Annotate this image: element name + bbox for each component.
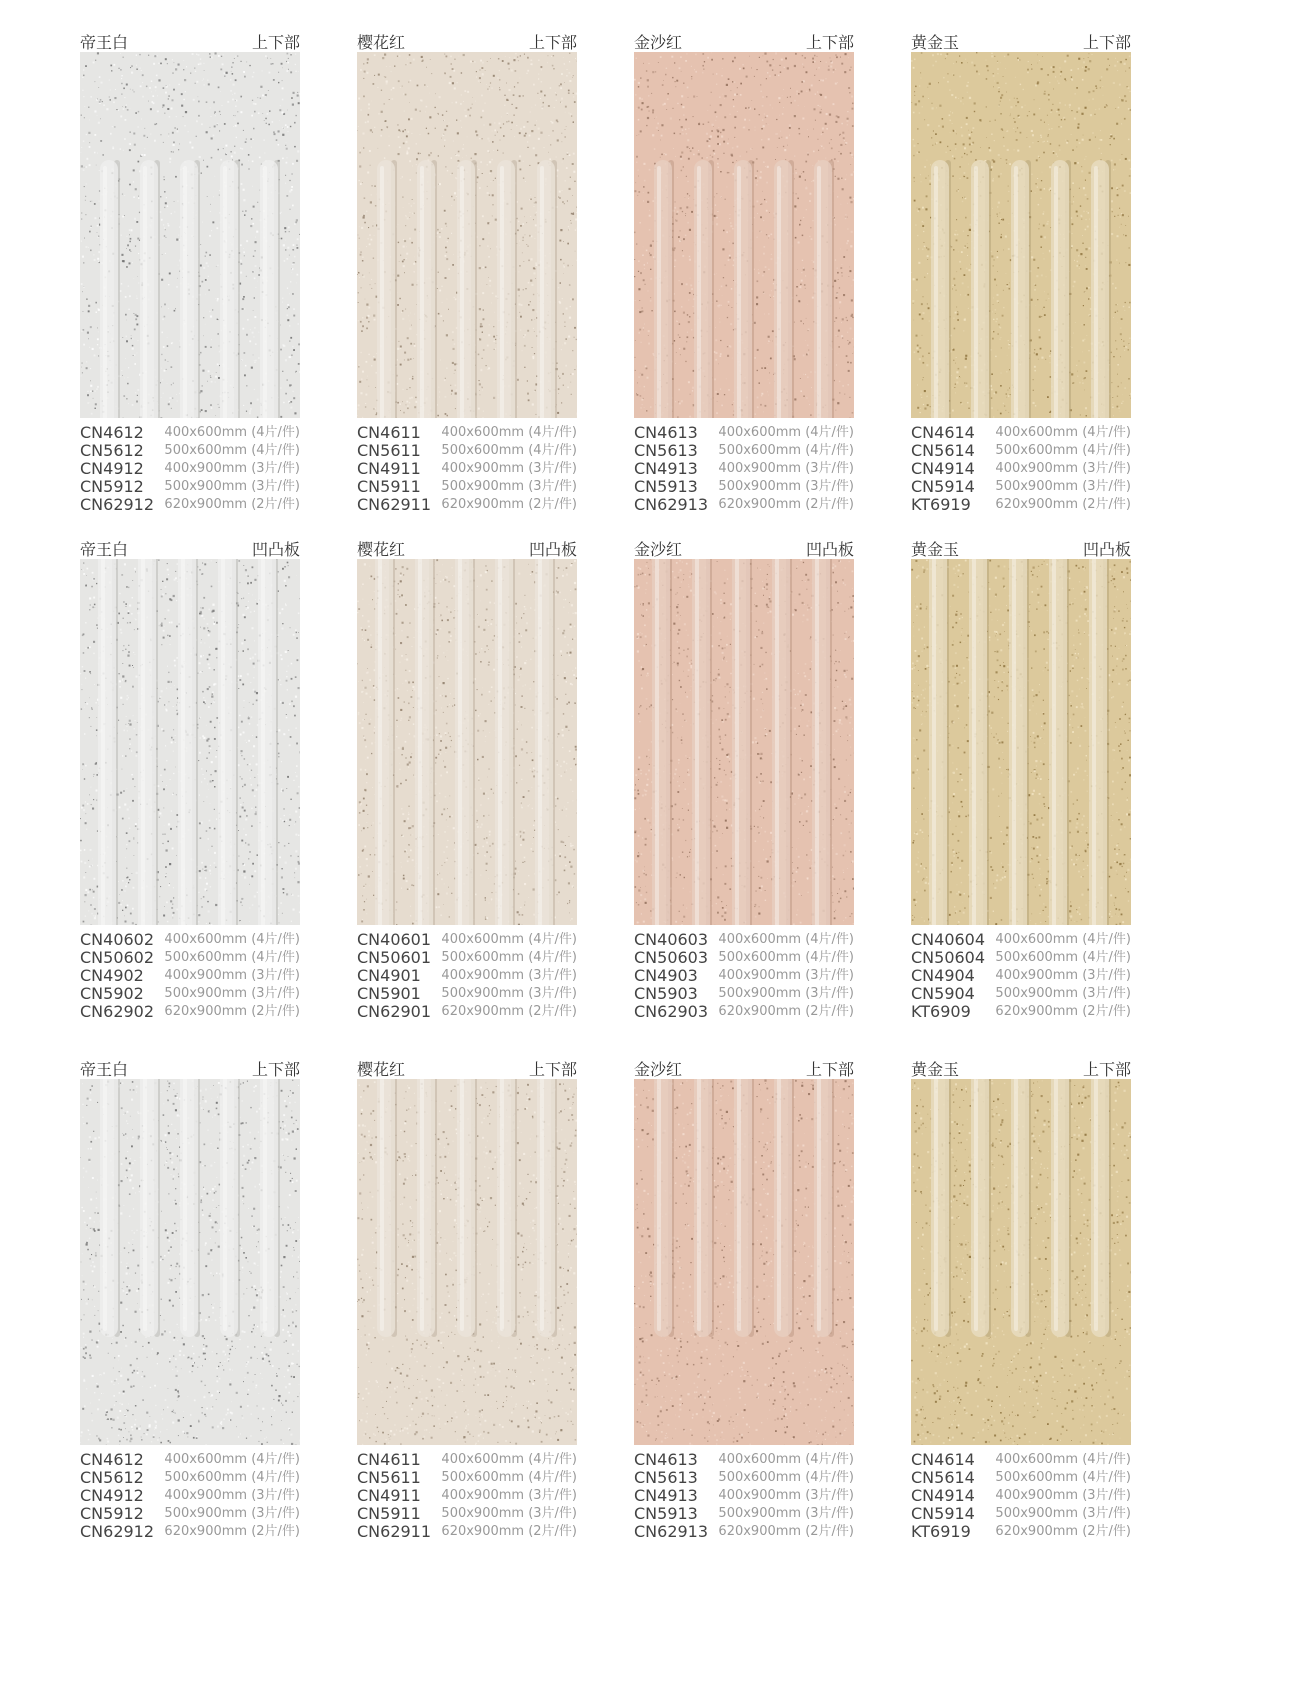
spec-row xyxy=(80,424,300,442)
product-code: CN5614 xyxy=(911,441,975,460)
product-code: CN4911 xyxy=(357,1486,421,1505)
panel-type: 凹凸板 xyxy=(805,540,854,559)
product-size: 500x900mm (3片/件) xyxy=(441,986,577,1001)
product-code: CN5912 xyxy=(80,1504,144,1523)
product-size: 500x600mm (4片/件) xyxy=(995,443,1131,458)
spec-row xyxy=(357,442,577,460)
color-name: 樱花红 xyxy=(357,33,406,52)
spec-list xyxy=(80,424,300,514)
product-code: CN4611 xyxy=(357,423,421,442)
product-card-5 xyxy=(80,537,300,1021)
product-size: 400x900mm (3片/件) xyxy=(718,1488,854,1503)
product-size: 400x900mm (3片/件) xyxy=(718,968,854,983)
product-size: 500x600mm (4片/件) xyxy=(718,443,854,458)
product-code: CN5902 xyxy=(80,984,144,1003)
product-code: CN5611 xyxy=(357,441,421,460)
panel-type: 上下部 xyxy=(1082,33,1131,52)
product-size: 400x900mm (3片/件) xyxy=(718,461,854,476)
product-size: 400x600mm (4片/件) xyxy=(441,425,577,440)
product-code: CN40601 xyxy=(357,930,432,949)
card-header xyxy=(80,537,300,557)
panel-type: 上下部 xyxy=(528,1060,577,1079)
stone-texture xyxy=(911,1079,1131,1445)
stone-texture xyxy=(80,559,300,925)
spec-row xyxy=(634,967,854,985)
stone-texture xyxy=(634,559,854,925)
spec-row xyxy=(911,1523,1131,1541)
product-code: CN5904 xyxy=(911,984,975,1003)
tile-image xyxy=(911,1079,1131,1445)
spec-row xyxy=(357,496,577,514)
product-code: CN62911 xyxy=(357,1522,432,1541)
product-code: CN62912 xyxy=(80,495,155,514)
spec-row xyxy=(634,1487,854,1505)
spec-row xyxy=(357,424,577,442)
product-size: 500x900mm (3片/件) xyxy=(995,479,1131,494)
product-code: CN4614 xyxy=(911,1450,975,1469)
product-code: CN62913 xyxy=(634,1522,709,1541)
spec-row xyxy=(80,478,300,496)
product-size: 500x900mm (3片/件) xyxy=(441,479,577,494)
spec-list xyxy=(634,931,854,1021)
product-size: 500x900mm (3片/件) xyxy=(718,986,854,1001)
color-name: 黄金玉 xyxy=(911,1060,960,1079)
product-code: CN5912 xyxy=(80,477,144,496)
product-code: CN50601 xyxy=(357,948,432,967)
product-card-9 xyxy=(80,1057,300,1541)
product-size: 400x900mm (3片/件) xyxy=(164,461,300,476)
product-size: 500x600mm (4片/件) xyxy=(718,950,854,965)
product-size: 400x900mm (3片/件) xyxy=(441,461,577,476)
product-card-2 xyxy=(357,30,577,514)
spec-list xyxy=(80,1451,300,1541)
color-name: 黄金玉 xyxy=(911,33,960,52)
spec-list xyxy=(911,424,1131,514)
stone-texture xyxy=(634,52,854,418)
spec-row xyxy=(357,1487,577,1505)
spec-row xyxy=(80,1451,300,1469)
product-size: 400x600mm (4片/件) xyxy=(441,1452,577,1467)
product-code: CN5614 xyxy=(911,1468,975,1487)
product-size: 400x600mm (4片/件) xyxy=(164,1452,300,1467)
product-size: 620x900mm (2片/件) xyxy=(995,497,1131,512)
spec-row xyxy=(911,460,1131,478)
product-size: 500x600mm (4片/件) xyxy=(441,1470,577,1485)
product-code: CN40603 xyxy=(634,930,709,949)
product-code: CN4912 xyxy=(80,459,144,478)
spec-row xyxy=(80,460,300,478)
spec-row xyxy=(911,496,1131,514)
stone-texture xyxy=(357,1079,577,1445)
product-size: 400x600mm (4片/件) xyxy=(995,932,1131,947)
stone-texture xyxy=(80,52,300,418)
spec-row xyxy=(357,967,577,985)
spec-row xyxy=(357,1003,577,1021)
spec-row xyxy=(80,1487,300,1505)
product-code: CN50602 xyxy=(80,948,155,967)
product-size: 400x900mm (3片/件) xyxy=(164,1488,300,1503)
product-code: CN5913 xyxy=(634,477,698,496)
product-code: CN4903 xyxy=(634,966,698,985)
product-code: KT6919 xyxy=(911,1522,971,1541)
product-card-1 xyxy=(80,30,300,514)
product-code: CN4912 xyxy=(80,1486,144,1505)
product-code: CN5911 xyxy=(357,1504,421,1523)
product-size: 400x900mm (3片/件) xyxy=(995,968,1131,983)
color-name: 金沙红 xyxy=(634,1060,683,1079)
product-code: CN62913 xyxy=(634,495,709,514)
product-size: 500x600mm (4片/件) xyxy=(718,1470,854,1485)
spec-row xyxy=(634,985,854,1003)
panel-type: 上下部 xyxy=(805,33,854,52)
spec-row xyxy=(634,931,854,949)
product-size: 620x900mm (2片/件) xyxy=(718,497,854,512)
product-size: 400x600mm (4片/件) xyxy=(995,1452,1131,1467)
product-code: CN5612 xyxy=(80,1468,144,1487)
product-code: CN5901 xyxy=(357,984,421,1003)
product-code: CN40602 xyxy=(80,930,155,949)
product-size: 400x600mm (4片/件) xyxy=(164,425,300,440)
spec-row xyxy=(911,424,1131,442)
product-size: 620x900mm (2片/件) xyxy=(441,1004,577,1019)
spec-row xyxy=(911,1003,1131,1021)
panel-type: 凹凸板 xyxy=(528,540,577,559)
tile-image xyxy=(80,1079,300,1445)
tile-image xyxy=(911,559,1131,925)
product-code: CN4914 xyxy=(911,459,975,478)
product-code: CN5914 xyxy=(911,1504,975,1523)
panel-type: 上下部 xyxy=(251,33,300,52)
spec-list xyxy=(911,1451,1131,1541)
product-code: KT6909 xyxy=(911,1002,971,1021)
stone-texture xyxy=(911,52,1131,418)
spec-list xyxy=(80,931,300,1021)
spec-row xyxy=(357,1469,577,1487)
spec-row xyxy=(80,1505,300,1523)
spec-list xyxy=(357,424,577,514)
product-size: 400x600mm (4片/件) xyxy=(718,932,854,947)
product-size: 400x900mm (3片/件) xyxy=(441,1488,577,1503)
product-size: 620x900mm (2片/件) xyxy=(441,1524,577,1539)
spec-row xyxy=(911,1451,1131,1469)
product-size: 500x900mm (3片/件) xyxy=(995,986,1131,1001)
product-size: 500x600mm (4片/件) xyxy=(441,950,577,965)
spec-row xyxy=(911,949,1131,967)
product-code: CN5914 xyxy=(911,477,975,496)
product-size: 500x900mm (3片/件) xyxy=(164,479,300,494)
tile-image xyxy=(634,559,854,925)
color-name: 帝王白 xyxy=(80,1060,129,1079)
product-code: CN4901 xyxy=(357,966,421,985)
stone-texture xyxy=(634,1079,854,1445)
product-card-4 xyxy=(911,30,1131,514)
product-card-12 xyxy=(911,1057,1131,1541)
spec-row xyxy=(80,442,300,460)
card-header xyxy=(634,30,854,50)
product-card-6 xyxy=(357,537,577,1021)
product-size: 500x900mm (3片/件) xyxy=(164,1506,300,1521)
product-size: 400x900mm (3片/件) xyxy=(441,968,577,983)
tile-image xyxy=(634,52,854,418)
spec-row xyxy=(80,1003,300,1021)
color-name: 黄金玉 xyxy=(911,540,960,559)
product-card-8 xyxy=(911,537,1131,1021)
product-code: CN5611 xyxy=(357,1468,421,1487)
color-name: 金沙红 xyxy=(634,33,683,52)
panel-type: 上下部 xyxy=(805,1060,854,1079)
card-header xyxy=(357,537,577,557)
card-header xyxy=(357,1057,577,1077)
product-size: 620x900mm (2片/件) xyxy=(441,497,577,512)
product-code: CN4613 xyxy=(634,1450,698,1469)
tile-image xyxy=(80,52,300,418)
product-size: 620x900mm (2片/件) xyxy=(995,1004,1131,1019)
product-size: 500x600mm (4片/件) xyxy=(164,950,300,965)
panel-type: 凹凸板 xyxy=(251,540,300,559)
color-name: 帝王白 xyxy=(80,540,129,559)
panel-type: 上下部 xyxy=(1082,1060,1131,1079)
product-size: 500x900mm (3片/件) xyxy=(718,479,854,494)
product-size: 400x600mm (4片/件) xyxy=(995,425,1131,440)
product-size: 500x600mm (4片/件) xyxy=(995,1470,1131,1485)
tile-image xyxy=(357,52,577,418)
spec-row xyxy=(80,496,300,514)
card-header xyxy=(357,30,577,50)
color-name: 樱花红 xyxy=(357,1060,406,1079)
product-code: CN5612 xyxy=(80,441,144,460)
product-size: 500x900mm (3片/件) xyxy=(995,1506,1131,1521)
spec-row xyxy=(911,931,1131,949)
spec-list xyxy=(911,931,1131,1021)
product-code: CN4914 xyxy=(911,1486,975,1505)
spec-row xyxy=(634,460,854,478)
stone-texture xyxy=(357,559,577,925)
spec-row xyxy=(357,1505,577,1523)
panel-type: 上下部 xyxy=(251,1060,300,1079)
product-size: 620x900mm (2片/件) xyxy=(995,1524,1131,1539)
tile-image xyxy=(80,559,300,925)
spec-row xyxy=(357,1523,577,1541)
product-size: 400x600mm (4片/件) xyxy=(441,932,577,947)
product-code: KT6919 xyxy=(911,495,971,514)
product-code: CN40604 xyxy=(911,930,986,949)
product-code: CN62912 xyxy=(80,1522,155,1541)
product-card-11 xyxy=(634,1057,854,1541)
card-header xyxy=(911,30,1131,50)
card-header xyxy=(80,30,300,50)
spec-row xyxy=(634,478,854,496)
product-code: CN5911 xyxy=(357,477,421,496)
spec-row xyxy=(911,1505,1131,1523)
card-header xyxy=(911,1057,1131,1077)
spec-row xyxy=(911,478,1131,496)
spec-list xyxy=(357,1451,577,1541)
spec-row xyxy=(80,1523,300,1541)
spec-row xyxy=(357,1451,577,1469)
spec-row xyxy=(634,1469,854,1487)
product-card-10 xyxy=(357,1057,577,1541)
spec-row xyxy=(80,967,300,985)
stone-texture xyxy=(357,52,577,418)
product-size: 620x900mm (2片/件) xyxy=(164,1004,300,1019)
spec-row xyxy=(911,985,1131,1003)
product-size: 620x900mm (2片/件) xyxy=(718,1004,854,1019)
tile-image xyxy=(634,1079,854,1445)
spec-row xyxy=(911,1469,1131,1487)
card-header xyxy=(911,537,1131,557)
product-size: 400x900mm (3片/件) xyxy=(164,968,300,983)
product-code: CN4913 xyxy=(634,459,698,478)
product-code: CN4913 xyxy=(634,1486,698,1505)
spec-row xyxy=(357,949,577,967)
spec-row xyxy=(634,1451,854,1469)
product-code: CN5613 xyxy=(634,441,698,460)
spec-row xyxy=(357,985,577,1003)
spec-list xyxy=(634,424,854,514)
tile-image xyxy=(357,559,577,925)
product-code: CN4614 xyxy=(911,423,975,442)
product-code: CN4613 xyxy=(634,423,698,442)
product-code: CN4611 xyxy=(357,1450,421,1469)
spec-row xyxy=(357,460,577,478)
stone-texture xyxy=(80,1079,300,1445)
tile-image xyxy=(357,1079,577,1445)
product-size: 620x900mm (2片/件) xyxy=(164,497,300,512)
spec-row xyxy=(634,1003,854,1021)
product-code: CN5913 xyxy=(634,1504,698,1523)
product-code: CN4612 xyxy=(80,423,144,442)
product-size: 500x600mm (4片/件) xyxy=(995,950,1131,965)
spec-row xyxy=(634,1505,854,1523)
card-header xyxy=(634,1057,854,1077)
spec-row xyxy=(634,424,854,442)
spec-row xyxy=(357,478,577,496)
product-code: CN62901 xyxy=(357,1002,432,1021)
tile-image xyxy=(911,52,1131,418)
product-size: 500x900mm (3片/件) xyxy=(164,986,300,1001)
spec-row xyxy=(634,442,854,460)
spec-row xyxy=(80,985,300,1003)
product-size: 500x600mm (4片/件) xyxy=(164,1470,300,1485)
product-code: CN50604 xyxy=(911,948,986,967)
product-size: 500x900mm (3片/件) xyxy=(718,1506,854,1521)
color-name: 金沙红 xyxy=(634,540,683,559)
panel-type: 凹凸板 xyxy=(1082,540,1131,559)
spec-row xyxy=(911,1487,1131,1505)
spec-list xyxy=(357,931,577,1021)
color-name: 樱花红 xyxy=(357,540,406,559)
product-size: 400x600mm (4片/件) xyxy=(718,1452,854,1467)
product-code: CN62902 xyxy=(80,1002,155,1021)
product-size: 500x900mm (3片/件) xyxy=(441,1506,577,1521)
product-size: 500x600mm (4片/件) xyxy=(164,443,300,458)
spec-row xyxy=(80,1469,300,1487)
product-code: CN5903 xyxy=(634,984,698,1003)
product-card-7 xyxy=(634,537,854,1021)
product-code: CN4904 xyxy=(911,966,975,985)
spec-row xyxy=(911,442,1131,460)
product-size: 400x600mm (4片/件) xyxy=(164,932,300,947)
color-name: 帝王白 xyxy=(80,33,129,52)
product-card-3 xyxy=(634,30,854,514)
product-code: CN50603 xyxy=(634,948,709,967)
spec-row xyxy=(80,949,300,967)
product-size: 620x900mm (2片/件) xyxy=(718,1524,854,1539)
product-code: CN4911 xyxy=(357,459,421,478)
product-size: 620x900mm (2片/件) xyxy=(164,1524,300,1539)
product-size: 400x900mm (3片/件) xyxy=(995,1488,1131,1503)
spec-row xyxy=(357,931,577,949)
spec-row xyxy=(634,1523,854,1541)
product-code: CN62903 xyxy=(634,1002,709,1021)
card-header xyxy=(80,1057,300,1077)
spec-list xyxy=(634,1451,854,1541)
product-code: CN62911 xyxy=(357,495,432,514)
spec-row xyxy=(80,931,300,949)
product-size: 400x900mm (3片/件) xyxy=(995,461,1131,476)
product-size: 400x600mm (4片/件) xyxy=(718,425,854,440)
stone-texture xyxy=(911,559,1131,925)
spec-row xyxy=(634,949,854,967)
card-header xyxy=(634,537,854,557)
spec-row xyxy=(911,967,1131,985)
product-code: CN4612 xyxy=(80,1450,144,1469)
spec-row xyxy=(634,496,854,514)
product-code: CN5613 xyxy=(634,1468,698,1487)
product-code: CN4902 xyxy=(80,966,144,985)
panel-type: 上下部 xyxy=(528,33,577,52)
product-size: 500x600mm (4片/件) xyxy=(441,443,577,458)
